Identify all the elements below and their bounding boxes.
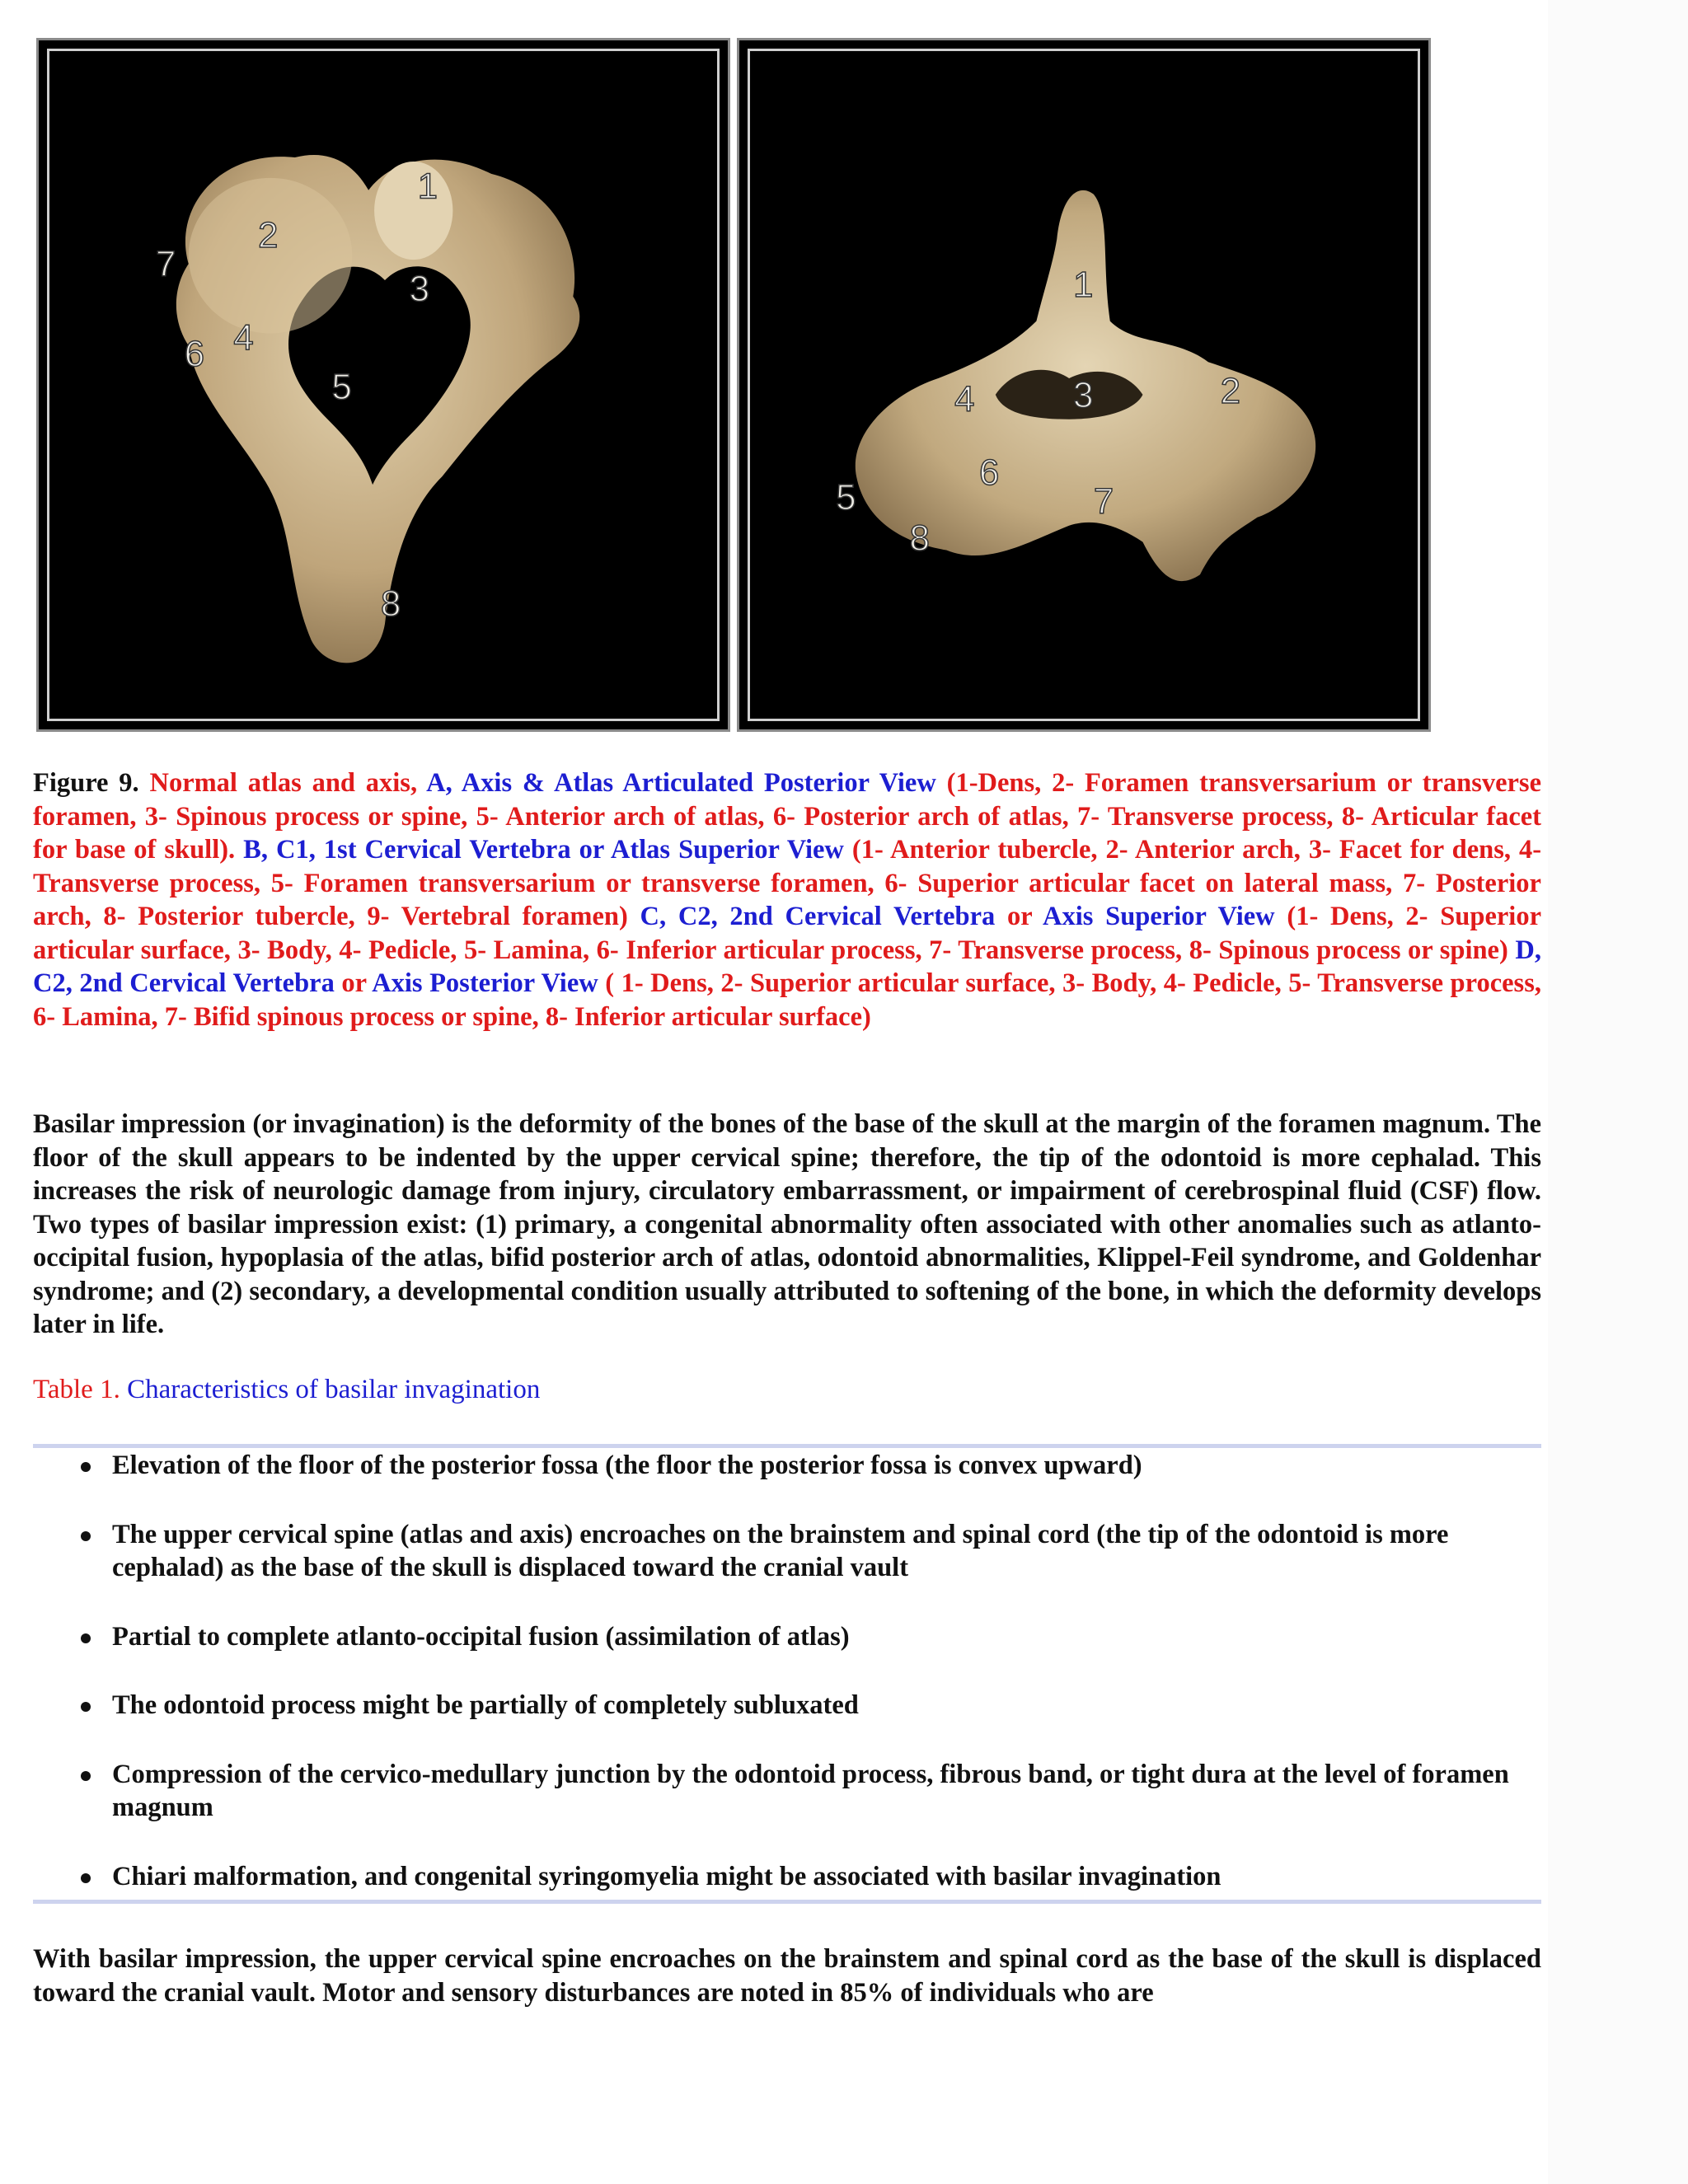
bullet-icon: [81, 1531, 91, 1541]
side-shade: [1548, 0, 1688, 2184]
list-item: The odontoid process might be partially of completely subluxated: [33, 1689, 1541, 1722]
svg-text:1: 1: [1073, 264, 1094, 305]
svg-text:4: 4: [954, 378, 975, 419]
caption-d-or: or: [341, 968, 367, 998]
caption-normal: Normal atlas and axis,: [149, 768, 418, 798]
caption-b-view: Superior View: [678, 835, 844, 865]
caption-c-label: C, C2, 2nd Cervical Vertebra: [640, 902, 996, 931]
table-top-rule: [33, 1444, 1541, 1448]
caption-a-view: Posterior View: [763, 768, 936, 798]
svg-text:5: 5: [331, 366, 352, 407]
figure-label: Figure 9.: [33, 768, 139, 798]
caption-a-label: A, Axis & Atlas Articulated: [426, 768, 754, 798]
figure-panel-left: [36, 38, 730, 732]
svg-text:8: 8: [381, 583, 401, 624]
svg-text:6: 6: [184, 334, 205, 375]
caption-b-items: (1- Anterior tubercle, 2- Anterior arch, 3- Facet for dens, 4- Transverse process, 5- Foramen transversarium or transverse foramen, 6- Superior articular facet on lateral mass, 7- Posterior arch, 8- Posterior tubercle, 9- Vertebral foramen): [33, 835, 1542, 931]
paragraph-basilar-impression: Basilar impression (or invagination) is the deformity of the bones of the base of the skull at the margin of the foramen magnum. The floor of the skull appears to be indented by the upper cervical spine; therefore, the tip of the odontoid is more cephalad. This increases the risk of neurologic damage from injury, circulatory embarrassment, or impairment of cerebrospinal fluid (CSF) flow. Two types of basilar impression exist: (1) primary, a congenital abnormality often associated with other anomalies such as atlanto-occipital fusion, hypoplasia of the atlas, bifid posterior arch of atlas, odontoid abnormalities, Klippel-Feil syndrome, and Goldenhar syndrome; and (2) secondary, a developmental condition usually attributed to softening of the bone, in which the deformity develops later in life.: [33, 1109, 1541, 1339]
figure-9-images: [36, 38, 1433, 732]
characteristics-list: [33, 1449, 1541, 1929]
list-item: Chiari malformation, and congenital syringomyelia might be associated with basilar invagination: [33, 1860, 1541, 1894]
table-bottom-rule: [33, 1900, 1541, 1904]
caption-c-items: (1- Dens, 2- Superior articular surface, 3- Body, 4- Pedicle, 5- Lamina, 6- Inferior articular process, 7- Transverse process, 8- Spinous process or spine): [33, 902, 1542, 965]
list-item: Compression of the cervico-medullary junction by the odontoid process, fibrous band, or tight dura at the level of foramen magnum: [33, 1758, 1541, 1825]
list-item: Elevation of the floor of the posterior fossa (the floor the posterior fossa is convex upward): [33, 1449, 1541, 1483]
caption-d-items: ( 1- Dens, 2- Superior articular surface, 3- Body, 4- Pedicle, 5- Transverse process, 6- Lamina, 7- Bifid spinous process or spine, 8- Inferior articular surface): [33, 968, 1541, 1032]
caption-b-label: B, C1, 1st Cervical Vertebra or Atlas: [243, 835, 671, 865]
bullet-icon: [81, 1462, 91, 1472]
bullet-icon: [81, 1771, 91, 1781]
bullet-icon: [81, 1633, 91, 1643]
caption-d-label2: Axis Posterior View: [372, 968, 598, 998]
svg-text:7: 7: [156, 243, 176, 284]
svg-text:3: 3: [1073, 374, 1094, 415]
svg-text:1: 1: [417, 166, 438, 207]
table-caption: Characteristics of basilar invagination: [127, 1375, 541, 1404]
list-item: The upper cervical spine (atlas and axis) encroaches on the brainstem and spinal cord (the tip of the odontoid is more cephalad) as the base of the skull is displaced toward the cranial vault: [33, 1518, 1541, 1585]
table-label: Table 1.: [33, 1375, 120, 1404]
figure-panel-right: [737, 38, 1431, 732]
svg-text:4: 4: [233, 317, 254, 359]
svg-text:2: 2: [1220, 370, 1241, 411]
table-title: [33, 1375, 540, 1405]
caption-d-label: D, C2, 2nd Cervical Vertebra: [33, 935, 1542, 998]
atlas-axis-posterior-illustration: [49, 51, 717, 719]
svg-text:8: 8: [909, 518, 930, 559]
svg-text:3: 3: [409, 268, 430, 309]
paragraph-encroachment: With basilar impression, the upper cervical spine encroaches on the brainstem and spinal cord as the base of the skull is displaced toward the cranial vault. Motor and sensory disturbances are noted in 85% of individuals who are: [33, 1944, 1541, 2008]
list-item: Partial to complete atlanto-occipital fusion (assimilation of atlas): [33, 1620, 1541, 1654]
svg-text:5: 5: [836, 476, 856, 518]
caption-a-items: (1-Dens, 2- Foramen transversarium or transverse foramen, 3- Spinous process or spine, 5- Anterior arch of atlas, 6- Posterior arch of atlas, 7- Transverse process, 8- Articular facet for base of skull).: [33, 768, 1542, 865]
bullet-icon: [81, 1702, 91, 1712]
figure-caption: [33, 766, 1541, 1033]
caption-c-or: or: [1007, 902, 1033, 931]
bullet-icon: [81, 1873, 91, 1883]
svg-text:6: 6: [978, 452, 1000, 494]
caption-c-label2: Axis Superior View: [1043, 902, 1275, 931]
svg-text:2: 2: [258, 215, 279, 256]
axis-posterior-illustration: [750, 51, 1418, 719]
svg-text:7: 7: [1093, 480, 1114, 522]
